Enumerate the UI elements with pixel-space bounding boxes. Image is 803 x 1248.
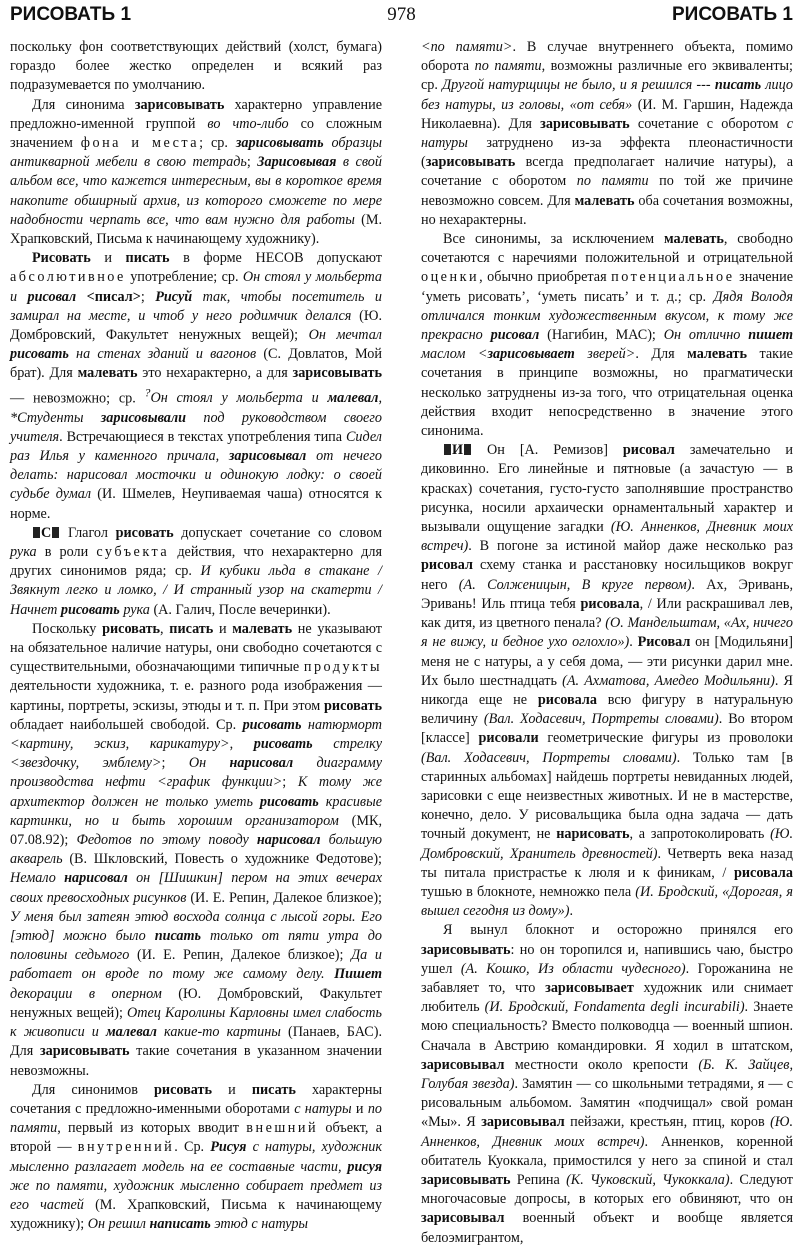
paragraph: Я вынул блокнот и осторожно принялся его зарисовывать: но он торопился и, напившись чаю, быстро ушел (А. Кошко, Из области чудесного). Горожанина не забавляет то, что зарисовывает художник или снимает любитель (И. Бродский, Fondamenta degli incurabili). Знаете мою специальность? Вместо полководца — военный шпион. Сначала в Австрию командировки. Я ходил в штатском, зарисовывал местности около крепости (Б. К. Зайцев, Голубая звезда). Замятин — со школьными тетрадями, я — с рисовальным альбомом. Замятин «подчищал» свой роман «Мы». Я зарисовывал пейзажи, крестьян, птиц, коров (Ю. Анненков, Дневник моих встреч). Анненков, коренной обитатель Куоккала, примостился у него за спиной и стал зарисовывать Репина (К. Чуковский, Чукоккала). Следуют многочасовые допросы, в которых его обвиняют, что он зарисовывал военный объект и вообще является белоэмигрантом,	[421, 922, 794, 1246]
paragraph: И Он [А. Ремизов] рисовал замечательно и диковинно. Его линейные и пятновые (а зачастую — в красках) сочетания, густо-густо заполнявшие пространство рисунка, носили архаически орнаментальный характер и вызывали ощущение загадки (Ю. Анненков, Дневник моих встреч). В погоне за истиной майор даже несколько раз рисовал схему станка и расстановку носильщиков вокруг него (А. Солженицын, В круге первом). Ах, Эривань, Эривань! Иль птица тебя рисовала, / Или раскрашивал лев, как дитя, из цветного пенала? (О. Мандельштам, «Ах, ничего я не вижу, и бедное ухо оглохло»). Рисовал он [Модильяни] меня не с натуры, а у себя дома, — эти рисунки дарил мне. Их было шестнадцать (А. Ахматова, Амедео Модильяни). Я никогда еще не рисовала всю фигуру в натуральную величину (Вал. Ходасевич, Портреты словами). Во втором [классе] рисовали геометрические фигуры из проволоки (Вал. Ходасевич, Портреты словами). Только там [в старинных альбомах] найдешь портреты невиданных людей, зарисовки с еще неизвестных животных. И не в мастерстве, конечно, дело. У рисовальщика была одна задача — дать точный документ, не нарисовать, а запротоколировать (Ю. Домбровский, Хранитель древностей). Четверть века назад ты питала пристрастье к люля и к финикам, / рисовала тушью в блокноте, немножко пела (И. Бродский, «Дорогая, я вышел сегодня из дому»).	[421, 442, 794, 920]
paragraph: Для синонимов рисовать и писать характерны сочетания с предложно-именными оборотами с натуры и по памяти, первый из которых вводит внешний объект, а второй — внутренний. Ср. Рисуя с натуры, художник мысленно разлагает модель на ее составные части, рисуя же по памяти, художник мысленно собирает предмет из его частей (М. Храпковский, Письма к начинающему художнику); Он решил написать этюд с натуры	[10, 1081, 383, 1233]
paragraph: поскольку фон соответствующих действий (холст, бумага) гораздо более жестко определен и всякий раз подразумевается по умолчанию.	[10, 39, 382, 94]
paragraph: Все синонимы, за исключением малевать, свободно сочетаются с наречиями положительной и отрицательной оценки, обычно приобретая потенциальное значение ‘уметь рисовать’, ‘уметь писать’ и т. д.; ср. Дядя Володя отличался тонким художественным вкусом, к тому же прекрасно рисовал (Нагибин, МАС); Он отлично пишет маслом <зарисовывает зверей>. Для малевать такие сочетания в принципе возможны, но прагматически несколько затруднены из-за того, что отрицательная оценка действия входит непосредственно в значение этого синонима.	[421, 231, 794, 440]
header-right-headword: РИСОВАТЬ 1	[671, 4, 793, 25]
paragraph: С Глагол рисовать допускает сочетание со словом рука в роли субъекта действия, что нехарактерно для других синонимов ряда; ср. И кубики льда в стакане / Звякнут легко и ломко, / И странный узор на скатерти / Начнет рисовать рука (А. Галич, После вечеринки).	[10, 524, 382, 618]
header-left-headword: РИСОВАТЬ 1	[10, 4, 132, 25]
right-column	[421, 38, 794, 1246]
running-header	[10, 4, 793, 30]
left-column	[10, 38, 383, 1233]
page-number: 978	[387, 4, 416, 25]
paragraph: Для синонима зарисовывать характерно управление предложно-именной группой во что-либо со сложным значением фона и места; ср. зарисовывать образцы антикварной мебели в свою тетрадь; Зарисовывая в свой альбом все, что кажется интересным, вы в короткое время накопите обширный архив, из которого сможете по мере надобности черпать все, что вам нужно для работы (М. Храпковский, Письма к начинающему художнику).	[10, 96, 383, 248]
paragraph: Поскольку рисовать, писать и малевать не указывают на обязательное наличие натуры, они свободно сочетаются с существительными, обозначающими типичные продукты деятельности художника, т. е. разного рода изображения — картины, портреты, эскизы, этюды и т. п. При этом рисовать обладает наибольшей свободой. Ср. рисовать натюрморт <картину, эскиз, карикатуру>, рисовать стрелку <звездочку, эмблему>; Он нарисовал диаграмму производства нефти <график функции>; К тому же архитектор должен не только уметь рисовать красивые картинки, но и быть хорошим организатором (МК, 07.08.92); Федотов по этому поводу нарисовал большую акварель (В. Шкловский, Повесть о художнике Федотове); Немало нарисовал он [Шишкин] пером на этих вечерах своих превосходных рисунков (И. Е. Репин, Далекое близкое); У меня был затеян этюд восхода солнца с лысой горы. Его [этюд] можно было писать только от пяти утра до половины седьмого (И. Е. Репин, Далекое близкое); Да и работает он вроде по тому же самому делу. Пишет декорации в оперном (Ю. Домбровский, Факультет ненужных вещей); Отец Каролины Карловны имел слабость к живописи и малевал какие-то картины (Панаев, БАС). Для зарисовывать такие сочетания в указанном значении невозможны.	[10, 620, 383, 1079]
paragraph: <по памяти>. В случае внутреннего объекта, помимо оборота по памяти, возможны различные его эквиваленты; ср. Другой натурщицы не было, и я решился --- писать лицо без натуры, из головы, «от себя» (И. М. Гаршин, Надежда Николаевна). Для зарисовывать сочетание с оборотом с натуры затруднено из-за эффекта плеонастичности (зарисовывать всегда предполагает наличие натуры), а сочетание с оборотом по памяти по той же причине невозможно совсем. Для малевать оба сочетания возможны, но нехарактерны.	[421, 39, 793, 228]
paragraph: Рисовать и писать в форме НЕСОВ допускают абсолютивное употребление; ср. Он стоял у мольберта и рисовал <писал>; Рисуй так, чтобы посетитель и замирал на месте, и чтоб у него родимчик делался (Ю. Домбровский, Факультет ненужных вещей); Он мечтал рисовать на стенах зданий и вагонов (С. Довлатов, Мой брат). Для малевать это нехарактерно, а для зарисовывать — невозможно; ср. ?Он стоял у мольберта и малевал, *Студенты зарисовывали под руководством своего учителя. Встречающиеся в текстах употребления типа Сидел раз Илья у каменного причала, зарисовывал от нечего делать: нарисовал мосточки и одинокую лодку: о своей судьбе думал (И. Шмелев, Неупиваемая чаша) относятся к норме.	[10, 250, 382, 522]
